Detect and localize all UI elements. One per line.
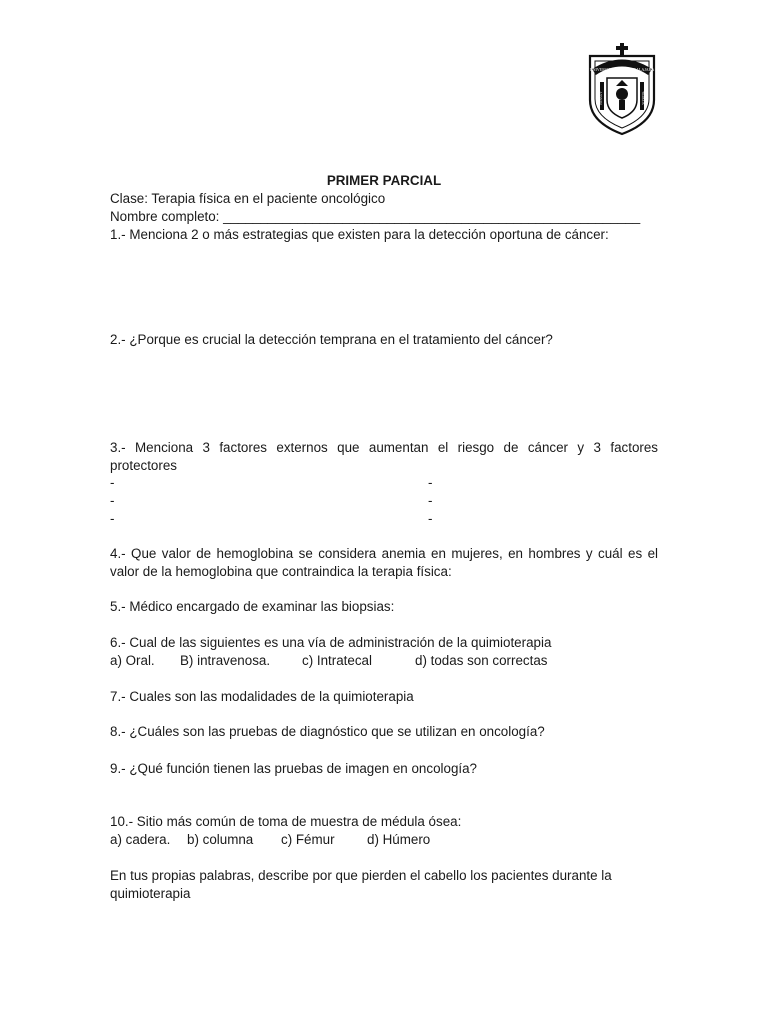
question-4-line-1: 4.- Que valor de hemoglobina se considera anemia en mujeres, en hombres y cuál es el (110, 546, 658, 561)
q10-option-a[interactable]: a) cadera. (110, 832, 171, 847)
seal-text: UNIVERSIDAD DE GUADALAJARA (589, 67, 655, 72)
university-seal-logo (586, 42, 658, 136)
risk-factor-dash-3: - (110, 511, 115, 526)
question-10-options (110, 831, 658, 849)
question-9: 9.- ¿Qué función tienen las pruebas de imagen en oncología? (110, 761, 478, 776)
question-7: 7.- Cuales son las modalidades de la quimioterapia (110, 689, 414, 704)
final-question-line-1: En tus propias palabras, describe por que pierden el cabello los pacientes durante la (110, 868, 612, 883)
question-1: 1.- Menciona 2 o más estrategias que existen para la detección oportuna de cáncer: (110, 227, 609, 242)
question-6: 6.- Cual de las siguientes es una vía de administración de la quimioterapia (110, 635, 552, 650)
name-field-line[interactable]: Nombre completo: ________________________________________________________ (110, 209, 641, 224)
question-10: 10.- Sitio más común de toma de muestra de médula ósea: (110, 814, 462, 829)
q10-option-d[interactable]: d) Húmero (367, 832, 431, 847)
question-3-line-1: 3.- Menciona 3 factores externos que aumentan el riesgo de cáncer y 3 factores (110, 440, 658, 455)
question-6-options (110, 652, 658, 670)
seal-motto-left: PIENSA Y (599, 91, 603, 105)
question-4-line-2: valor de la hemoglobina que contraindica la terapia física: (110, 564, 452, 579)
risk-factor-dash-1: - (110, 475, 115, 490)
q6-option-a[interactable]: a) Oral. (110, 653, 155, 668)
risk-factor-dash-2: - (110, 493, 115, 508)
question-3-line-2: protectores (110, 458, 177, 473)
protective-factor-dash-1: - (428, 475, 433, 490)
class-line: Clase: Terapia física en el paciente oncológico (110, 191, 386, 206)
protective-factor-dash-2: - (428, 493, 433, 508)
q10-option-c[interactable]: c) Fémur (281, 832, 335, 847)
protective-factor-dash-3: - (428, 511, 433, 526)
q6-option-c[interactable]: c) Intratecal (302, 653, 372, 668)
question-5: 5.- Médico encargado de examinar las biopsias: (110, 599, 395, 614)
seal-motto-right: TRABAJA (641, 91, 645, 105)
question-2: 2.- ¿Porque es crucial la detección temprana en el tratamiento del cáncer? (110, 332, 553, 347)
question-8: 8.- ¿Cuáles son las pruebas de diagnóstico que se utilizan en oncología? (110, 724, 545, 739)
exam-title: PRIMER PARCIAL (326, 173, 442, 188)
q10-option-b[interactable]: b) columna (187, 832, 254, 847)
q6-option-d[interactable]: d) todas son correctas (415, 653, 548, 668)
q6-option-b[interactable]: B) intravenosa. (180, 653, 271, 668)
final-question-line-2: quimioterapia (110, 886, 191, 901)
